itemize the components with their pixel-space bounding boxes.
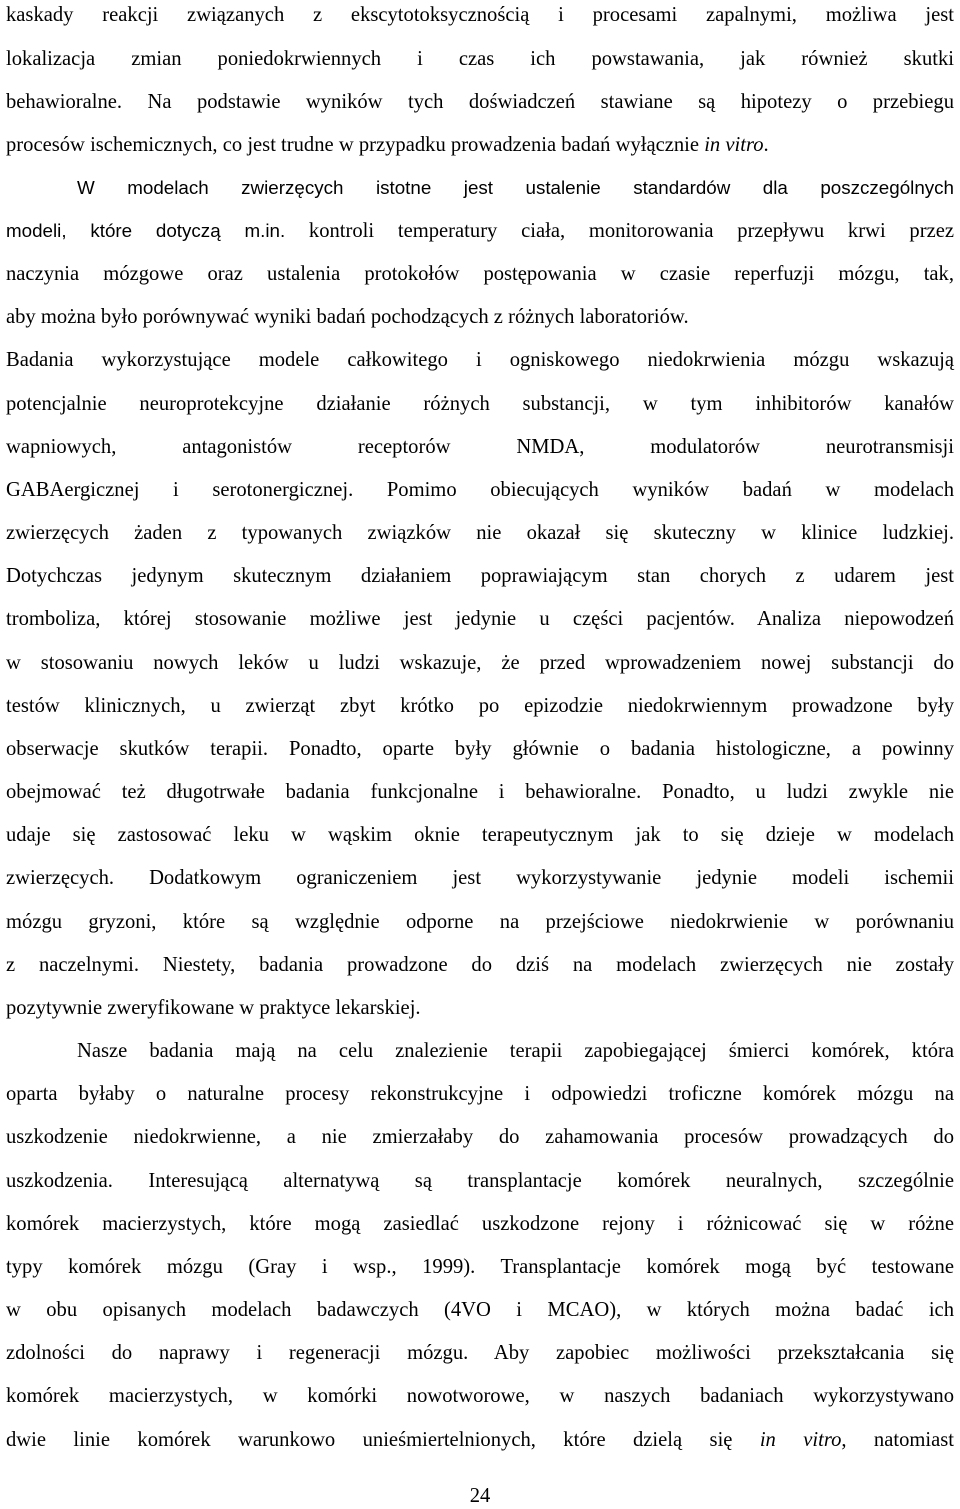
text-line: kaskady reakcji związanych z ekscytotoksycznością i procesami zapalnymi, możliwa jest: [6, 4, 954, 26]
text-line: mózgu gryzoni, które są względnie odporne na przejściowe niedokrwienie w porównaniu: [6, 911, 954, 933]
text-line: zwierzęcych żaden z typowanych związków nie okazał się skuteczny w klinice ludzkiej.: [6, 522, 954, 544]
italic-term: in vitro: [704, 134, 764, 156]
text-line: W modelach zwierzęcych istotne jest ustalenie standardów dla poszczególnych: [77, 177, 954, 198]
text-line: obejmować też długotrwałe badania funkcjonalne i behawioralne. Ponadto, u ludzi zwykle nie: [6, 781, 954, 803]
text-line: GABAergicznej i serotonergicznej. Pomimo obiecujących wyników badań w modelach: [6, 479, 954, 501]
text-line: naczynia mózgowe oraz ustalenia protokołów postępowania w czasie reperfuzji mózgu, tak,: [6, 263, 954, 285]
italic-term: in vitro: [759, 1429, 842, 1451]
text-line: procesów ischemicznych, co jest trudne w przypadku prowadzenia badań wyłącznie in vitro.: [6, 134, 769, 156]
text-line: modeli, które dotyczą m.in. kontroli temperatury ciała, monitorowania przepływu krwi przez: [6, 220, 955, 242]
text-line: behawioralne. Na podstawie wyników tych doświadczeń stawiane są hipotezy o przebiegu: [6, 91, 954, 113]
text-line: Dotychczas jedynym skutecznym działaniem poprawiającym stan chorych z udarem jest: [6, 565, 954, 587]
text-line: obserwacje skutków terapii. Ponadto, oparte były głównie o badania histologiczne, a powinny: [6, 738, 954, 760]
text-line: zwierzęcych. Dodatkowym ograniczeniem jest wykorzystywanie jedynie modeli ischemii: [6, 867, 954, 889]
text-line: pozytywnie zweryfikowane w praktyce lekarskiej.: [6, 997, 421, 1019]
text-line: wapniowych, antagonistów receptorów NMDA, modulatorów neurotransmisji: [6, 436, 954, 458]
text-line: komórek macierzystych, które mogą zasiedlać uszkodzone rejony i różnicować się w różne: [6, 1213, 954, 1235]
text-line: uszkodzenie niedokrwienne, a nie zmierzałaby do zahamowania procesów prowadzących do: [6, 1126, 954, 1148]
text-line: z naczelnymi. Niestety, badania prowadzone do dziś na modelach zwierzęcych nie zostały: [6, 954, 954, 976]
text-line: tromboliza, której stosowanie możliwe jest jedynie u części pacjentów. Analiza niepowodzeń: [6, 608, 954, 630]
text-line: udaje się zastosować leku w wąskim oknie terapeutycznym jak to się dzieje w modelach: [6, 824, 954, 846]
page-number: 24: [469, 1485, 491, 1507]
text-line: lokalizacja zmian poniedokrwiennych i czas ich powstawania, jak również skutki: [6, 48, 954, 70]
text-line: Badania wykorzystujące modele całkowitego i ogniskowego niedokrwienia mózgu wskazują: [6, 349, 954, 371]
text-line: typy komórek mózgu (Gray i wsp., 1999). Transplantacje komórek mogą być testowane: [6, 1256, 954, 1278]
text-line: oparta byłaby o naturalne procesy rekonstrukcyjne i odpowiedzi troficzne komórek mózgu na: [6, 1083, 954, 1105]
text-line: potencjalnie neuroprotekcyjne działanie różnych substancji, w tym inhibitorów kanałów: [6, 393, 954, 415]
text-line: Nasze badania mają na celu znalezienie terapii zapobiegającej śmierci komórek, która: [77, 1040, 954, 1062]
text-line: w stosowaniu nowych leków u ludzi wskazuje, że przed wprowadzeniem nowej substancji do: [6, 652, 954, 674]
text-line: w obu opisanych modelach badawczych (4VO i MCAO), w których można badać ich: [6, 1299, 954, 1321]
text-line: dwie linie komórek warunkowo unieśmiertelnionych, które dzielą się in vitro, natomiast: [6, 1429, 954, 1451]
text-line: testów klinicznych, u zwierząt zbyt krótko po epizodzie niedokrwiennym prowadzone były: [6, 695, 954, 717]
text-line: aby można było porównywać wyniki badań pochodzących z różnych laboratoriów.: [6, 306, 689, 328]
text-line: uszkodzenia. Interesującą alternatywą są transplantacje komórek neuralnych, szczególnie: [6, 1170, 954, 1192]
text-line: zdolności do naprawy i regeneracji mózgu. Aby zapobiec możliwości przekształcania się: [6, 1342, 954, 1364]
text-line: komórek macierzystych, w komórki nowotworowe, w naszych badaniach wykorzystywano: [6, 1385, 954, 1407]
